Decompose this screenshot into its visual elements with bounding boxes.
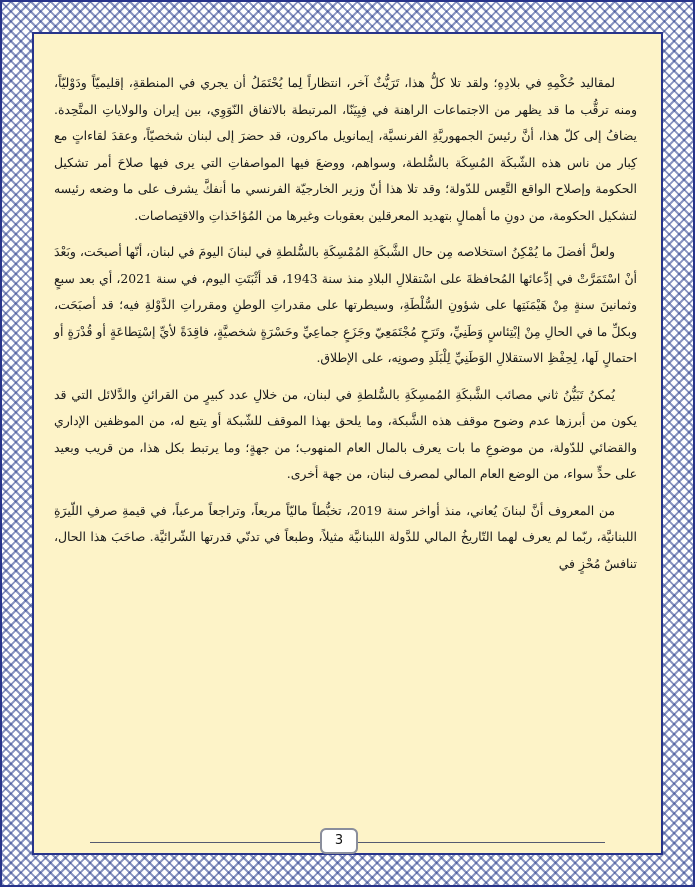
paragraph-2: ولعلَّ أفضلَ ما يُمْكِنُ استخلاصه مِن حال الشَّبكَةِ المُمْسِكَةِ بالسُّلطةِ في لبنانَ اليومَ في لبنان، أنّها أصبحَت، وبَعْدَ أنْ اسْتَمَرَّتْ في إدِّعائها المُحافظةَ على اسْتقلالِ البلادِ منذ سنة 1943، قد أثْبَتَتِ اليوم، في سنة 2021، أي بعد سبعٍ وثمانينَ سنةٍ مِنْ هَيْمَنَتِها على شؤونِ السُّلْطَةِ، وسيطرتها على مقدراتِ الوطنِ ومقرراتِ الدَّوْلةِ فيه؛ قد أصبَحَت، وبكلِّ ما في الحالِ مِنْ إبْتِئاسٍ وَطَنِيِّ، وتَرَحٍ مُجْتَمَعِيّ وجَزَعٍ جماعِيِّ وحَسْرَةٍ شخصيَّةٍ، فاقِدَةً لأيِّ إسْتِطاعَةٍ أو قُدْرَةٍ أو احتمالٍ لَها، لِحِفْظِ الاستقلالِ الوَطَنِيِّ لِلْبَلَدِ وصونِه، على الإطلاق. [54, 244, 638, 365]
document-body [54, 70, 637, 587]
page-number: 3 [320, 828, 358, 854]
paragraph-4: من المعروف أنَّ لبنانَ يُعاني، منذ أواخر سنة 2019، تخبُّطاً ماليّاً مريعاً، وتراجعاً مرعباً، في قيمةِ صرفِ اللّيرَةِ اللبنانيَّة، ربّما لم يعرف لهما التّاريخُ المالي للدَّولة اللبنانيَّة مثيلاً، وطبعاً في تدنّي قدرتها الشّرائيَّة. صاحَبَ هذا الحال، تنافسٌ مُحْزٍ في [54, 502, 637, 571]
paragraph-1: لمقاليد حُكْمِهِ في بلادِهِ؛ ولقد تلا كلُّ هذا، تَرَيُّثٌ آخر، انتظاراً لِما يُحْتَمَلُ أن يجري في المنطقةِ، إقليميّاً ودَوْليّاً، ومنه ترقُّب ما قد يظهر من الاجتماعات الراهنة في فِيِيَنّا، المرتبطة بالاتفاق النّوَوِي، بين إيران والولاياتِ المتَّحِدة. يضافُ إلى كلّ هذا، أنَّ رئيسَ الجمهوريَّةِ الفرنسيَّة، إيمانويل ماكرون، قد حضرَ إلى لبنان شخصيّاً، وعقدَ لقاءاتٍ مع كِبار من ناس هذه الشّبكَة المُسِكَة بالسُّلطة، وسواهم، ووضعَ فيها المواصفاتِ التي يرى فيها صلاحَ أمر تشكيل الحكومة وإصلاح الواقع التَّعِس للدّولة؛ وقد تلا هذا أنّ وزير الخارجيّة الفرنسي ما أنفكَّ يشرف على ما وضعه رئيسه لتشكيل الحكومة، من دونِ ما أهمالٍ بتهديد المعرقلين بعقوبات وغيرها من المُؤاخَذاتِ والاقتِصاصات. [54, 75, 637, 223]
paragraph-3: يُمكنُ تَبَيُّنُ ثاني مصائب الشَّبكَةِ المُمسِكَةِ بالسُّلطةِ في لبنان، من خلالِ عدد كبيرٍ من القرائنِ والدَّلائل التي قد يكون من أبرزها عدم وضوح موقف هذه الشَّبكة، وما يلحق بهذا الموقف للشّبكة أو يتبع له، من الموظفين الإداري والقضائي للدّولة، من موضوعِ ما بات يعرف بالمال العام المنهوب؛ من جهةٍ؛ وما يرتبط بكل هذا، من قريب وبعيد على حدٍّ سواء، من الوضع العام المالي لمصرف لبنان، من جهة أخرى. [54, 386, 637, 481]
